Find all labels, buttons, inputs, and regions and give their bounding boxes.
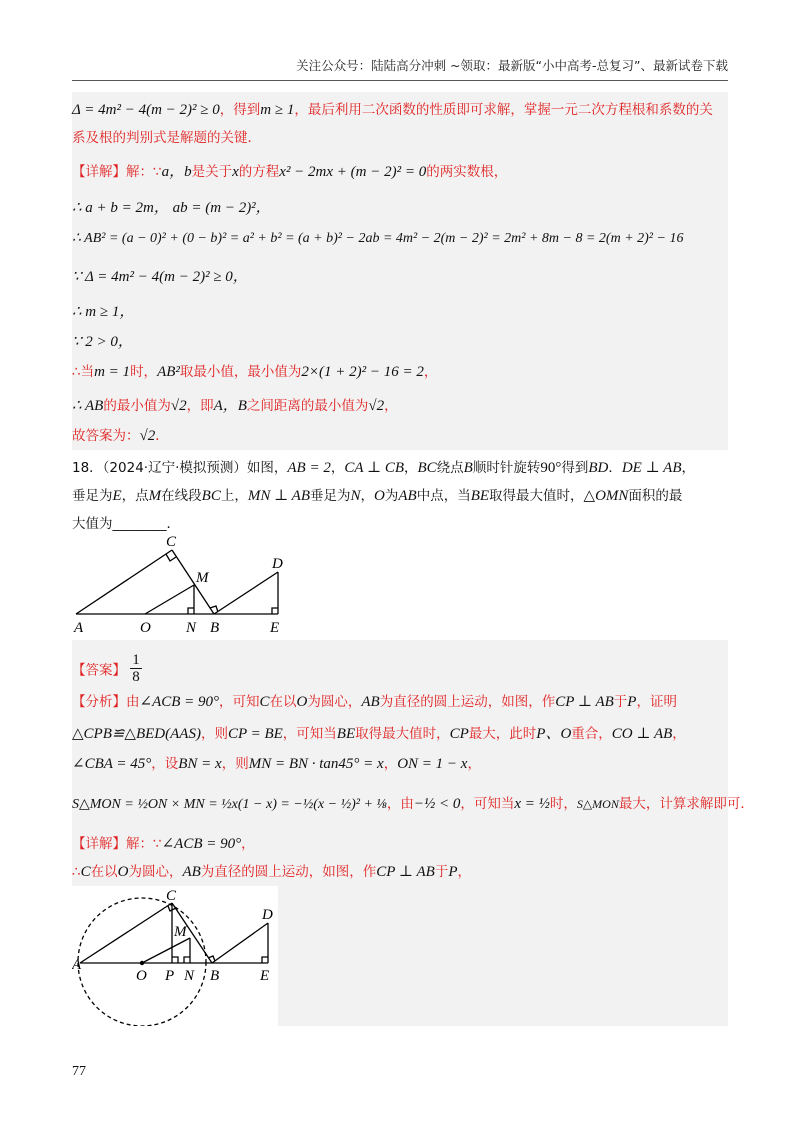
fig2-label-n: N [184, 968, 195, 984]
prev-step-3: ∵ Δ = 4m² − 4(m − 2)² ≥ 0， [72, 269, 248, 285]
fig2-center-dot [140, 961, 144, 965]
prev-step-7: ∴ AB的最小值为√2，即A，B之间距离的最小值为√2， [72, 398, 398, 414]
fig2-label-o: O [136, 968, 147, 984]
detail2-line-2: ∴C在以O为圆心，AB为直径的圆上运动，如图，作CP ⊥ AB于P， [72, 864, 472, 880]
fig1-segment-ac [76, 550, 172, 614]
fig1-segment-bd [214, 572, 278, 614]
prev-line-2: 系及根的判别式是解题的关键． [72, 130, 261, 146]
prev-step-4: ∴ m ≥ 1， [72, 304, 135, 320]
prev-step-1: ∴ a + b = 2m， ab = (m − 2)²， [72, 200, 271, 216]
fig1-label-m: M [196, 570, 209, 586]
answer-fraction: $\frac{1}{8}$ [132, 652, 140, 685]
detail2-line-1: 【详解】解：∵∠ACB = 90°， [72, 836, 255, 852]
fig2-label-c: C [166, 888, 177, 904]
fig2-label-e: E [260, 968, 270, 984]
prev-detail-line: 【详解】解：∵a，b是关于x的方程x² − 2mx + (m − 2)² = 0的两实数根， [72, 164, 508, 180]
fig2-label-b: B [210, 968, 220, 984]
prev-step-6: ∴当m = 1时，AB²取最小值，最小值为2×(1 + 2)² − 16 = 2， [72, 364, 438, 380]
q18-line-2: 垂足为E，点M在线段BC上，MN ⊥ AB垂足为N，O为AB中点，当BE取得最大值时，△OMN面积的最 [72, 488, 683, 504]
fig1-label-e: E [270, 620, 280, 636]
fig1-right-angle-c [166, 554, 176, 561]
figure-2 [72, 886, 278, 1026]
prev-line-1: Δ = 4m² − 4(m − 2)² ≥ 0，得到m ≥ 1，最后利用二次函数的性质即可求解，掌握一元二次方程根和系数的关 [72, 102, 713, 118]
fig1-label-b: B [210, 620, 220, 636]
page-header: 关注公众号：陆陆高分冲刺 ~领取：最新版“小中高考-总复习”、最新试卷下载 [296, 58, 728, 73]
fig1-label-d: D [272, 556, 283, 572]
prev-step-5: ∵ 2 > 0， [72, 334, 133, 350]
fig2-label-p: P [165, 968, 175, 984]
fig1-segment-om [145, 585, 194, 614]
fig2-segment-om [142, 938, 190, 963]
fig1-right-angle-n [188, 608, 194, 614]
page-number: 77 [72, 1064, 86, 1079]
fig2-label-a: A [72, 957, 82, 973]
fig1-right-angle-e [272, 608, 278, 614]
fig2-segment-bd [212, 923, 268, 963]
fig1-label-n: N [186, 620, 197, 636]
q18-line-3: 大值为________． [72, 516, 180, 532]
fig1-label-a: A [74, 620, 84, 636]
fig2-right-angle-p [172, 957, 178, 963]
fig2-label-d: D [262, 907, 273, 923]
fig2-right-angle-n [184, 957, 190, 963]
fig1-label-o: O [140, 620, 151, 636]
analysis-line-2: △CPB≌△BED(AAS)，则CP = BE，可知当BE取得最大值时，CP最大，此时P、O重合，CO ⊥ AB， [72, 726, 686, 742]
analysis-line-3: ∠CBA = 45°，设BN = x，则MN = BN · tan45° = x，ON = 1 − x， [72, 756, 481, 772]
prev-step-2: ∴ AB² = (a − 0)² + (0 − b)² = a² + b² = (a + b)² − 2ab = 4m² − 2(m − 2)² = 2m² + 8m − 8 = 2(m + 2)² − 16 [72, 231, 684, 246]
answer-line: 【答案】 $\frac{1}{8}$ [72, 652, 140, 685]
prev-answer-line: 故答案为：√2． [72, 428, 169, 444]
fig1-label-c: C [166, 534, 177, 550]
fig2-right-angle-e [262, 957, 268, 963]
header-rule [72, 80, 728, 81]
analysis-line-1: 【分析】由∠ACB = 90°，可知C在以O为圆心，AB为直径的圆上运动，如图，作CP ⊥ AB于P，证明 [72, 694, 677, 710]
figure-1 [72, 528, 302, 638]
analysis-line-4: S△MON = ½ON × MN = ½x(1 − x) = −½(x − ½)² + ⅛，由−½ < 0，可知当x = ½时，S△MON最大，计算求解即可． [72, 796, 754, 812]
fig2-label-m: M [174, 924, 187, 940]
q18-line-1: 18．（2024·辽宁·模拟预测）如图，AB = 2，CA ⊥ CB，BC绕点B顺时针旋转90°得到BD．DE ⊥ AB， [72, 460, 695, 476]
